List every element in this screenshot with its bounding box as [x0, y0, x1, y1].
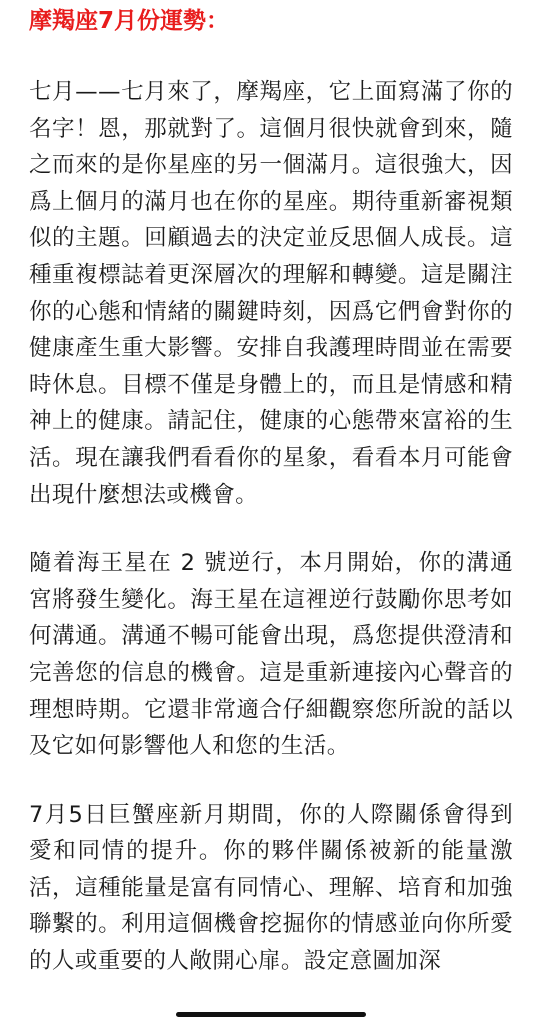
article-title: 摩羯座7月份運勢： [29, 8, 230, 34]
article-paragraph-3: 7月5日巨蟹座新月期間，你的人際關係會得到愛和同情的提升。你的夥伴關係被新的能量激活，這種能量是富有同情心、理解、培育和加強聯繫的。利用這個機會挖掘你的情感並向你所愛的人或重要的人敞開心扉。設定意圖加深 [29, 801, 513, 975]
article-paragraph-1: 七月——七月來了，摩羯座，它上面寫滿了你的名字！恩，那就對了。這個月很快就會到來，隨之而來的是你星座的另一個滿月。這很強大，因爲上個月的滿月也在你的星座。期待重新審視類似的主題。回顧過去的決定並反思個人成長。這種重複標誌着更深層次的理解和轉變。這是關注你的心態和情緒的關鍵時刻，因爲它們會對你的健康產生重大影響。安排自我護理時間並在需要時休息。目標不僅是身體上的，而且是情感和精神上的健康。請記住，健康的心態帶來富裕的生活。現在讓我們看看你的星象，看看本月可能會出現什麼想法或機會。 [29, 79, 513, 508]
article-paragraph-2: 隨着海王星在 2 號逆行，本月開始，你的溝通宮將發生變化。海王星在這裡逆行鼓勵你思考如何溝通。溝通不暢可能會出現，爲您提供澄清和完善您的信息的機會。這是重新連接內心聲音的理想時期。它還非常適合仔細觀察您所說的話以及它如何影響他人和您的生活。 [29, 550, 513, 760]
home-indicator[interactable] [176, 1012, 366, 1017]
